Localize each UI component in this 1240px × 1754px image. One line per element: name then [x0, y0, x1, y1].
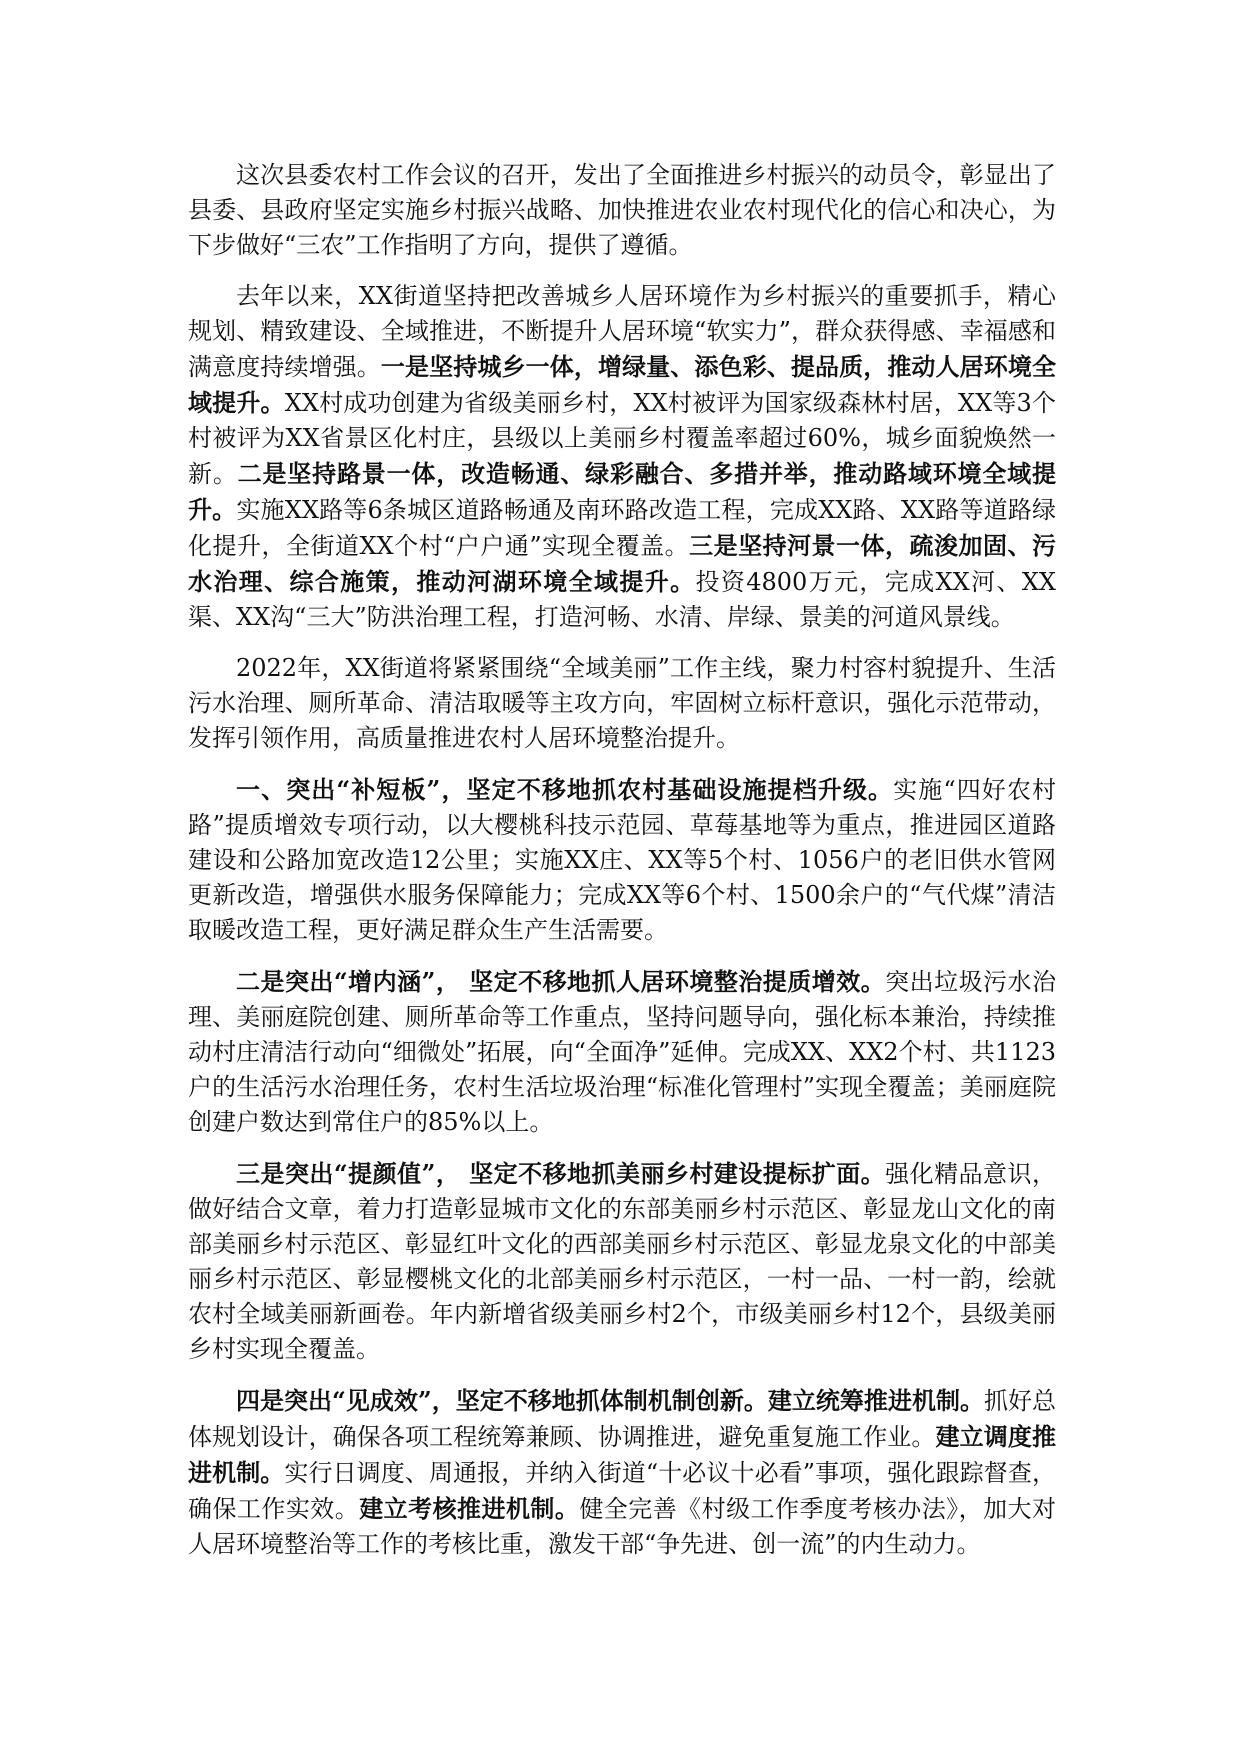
- paragraph-point-three: [188, 1156, 1056, 1367]
- text-segment: 去年以来，XX街道坚持把改善城乡人居环境作为乡村振兴的重要抓手，精心规划、精致建设、全域推进，不断提升人居环境“软实力”，群众获得感、幸福感和满意度持续增强。: [188, 282, 1056, 381]
- paragraph-point-four: [188, 1383, 1056, 1562]
- bold-heading-segment: 二是突出“增内涵”， 坚定不移地抓人居环境整治提质增效。: [236, 967, 886, 996]
- paragraph-last-year: [188, 279, 1056, 635]
- text-segment: 实施XX路等6条城区道路畅通及南环路改造工程，完成XX路、XX路等道路绿化提升，全街道XX个村“户户通”实现全覆盖。: [188, 496, 1056, 560]
- paragraph-point-one: [188, 772, 1056, 948]
- bold-heading-segment: 三是坚持河景一体，疏浚加固、污水治理、综合施策，推动河湖环境全域提升。: [188, 531, 1057, 596]
- paragraph-2022-plan: [188, 651, 1056, 756]
- bold-heading-segment: 三是突出“提颜值”， 坚定不移地抓美丽乡村建设提标扩面。: [236, 1159, 886, 1188]
- text-segment: 实行日调度、周通报，并纳入街道“十必议十必看”事项，强化跟踪督查，确保工作实效。: [188, 1459, 1056, 1523]
- text-segment: 健全完善《村级工作季度考核办法》，加大对人居环境整治等工作的考核比重，激发干部“争先进、创一流”的内生动力。: [188, 1495, 1057, 1558]
- bold-heading-segment: 建立调度推进机制。: [188, 1422, 1057, 1487]
- bold-heading-segment: 一、突出“补短板”，坚定不移地抓农村基础设施提档升级。: [236, 775, 894, 804]
- bold-heading-segment: 建立考核推进机制。: [359, 1494, 580, 1523]
- bold-heading-segment: 二是坚持路景一体，改造畅通、绿彩融合、多措并举，推动路域环境全域提升。: [188, 459, 1057, 524]
- document-body: [188, 158, 1056, 1578]
- paragraph-intro: [188, 158, 1056, 263]
- text-segment: 强化精品意识，做好结合文章，着力打造彰显城市文化的东部美丽乡村示范区、彰显龙山文化的南部美丽乡村示范区、彰显红叶文化的西部美丽乡村示范区、彰显龙泉文化的中部美丽乡村示范区、彰显樱桃文化的北部美丽乡村示范区，一村一品、一村一韵，绘就农村全域美丽新画卷。年内新增省级美丽乡村2个，市级美丽乡村12个，县级美丽乡村实现全覆盖。: [188, 1160, 1057, 1363]
- text-segment: 投资4800万元，完成XX河、XX渠、XX沟“三大”防洪治理工程，打造河畅、水清、岸绿、景美的河道风景线。: [188, 568, 1056, 631]
- text-segment: 这次县委农村工作会议的召开，发出了全面推进乡村振兴的动员令，彰显出了县委、县政府坚定实施乡村振兴战略、加快推进农业农村现代化的信心和决心，为下步做好“三农”工作指明了方向，提供了遵循。: [188, 161, 1056, 259]
- text-segment: 实施“四好农村路”提质增效专项行动，以大樱桃科技示范园、草莓基地等为重点，推进园区道路建设和公路加宽改造12公里；实施XX庄、XX等5个村、1056户的老旧供水管网更新改造，增强供水服务保障能力；完成XX等6个村、1500余户的“气代煤”清洁取暖改造工程，更好满足群众生产生活需要。: [188, 776, 1056, 944]
- text-segment: XX村成功创建为省级美丽乡村，XX村被评为国家级森林村居，XX等3个村被评为XX省景区化村庄，县级以上美丽乡村覆盖率超过60%，城乡面貌焕然一新。: [188, 389, 1056, 488]
- text-segment: 抓好总体规划设计，确保各项工程统筹兼顾、协调推进，避免重复施工作业。: [188, 1387, 1057, 1451]
- bold-heading-segment: 一是坚持城乡一体，增绿量、添色彩、提品质，推动人居环境全域提升。: [188, 352, 1057, 417]
- text-segment: 突出垃圾污水治理、美丽庭院创建、厕所革命等工作重点，坚持问题导向，强化标本兼治，持续推动村庄清洁行动向“细微处”拓展，向“全面净”延伸。完成XX、XX2个村、共1123户的生活污水治理任务，农村生活垃圾治理“标准化管理村”实现全覆盖；美丽庭院创建户数达到常住户的85%以上。: [188, 968, 1057, 1136]
- text-segment: 2022年，XX街道将紧紧围绕“全域美丽”工作主线，聚力村容村貌提升、生活污水治理、厕所革命、清洁取暖等主攻方向，牢固树立标杆意识，强化示范带动，发挥引领作用，高质量推进农村人居环境整治提升。: [188, 654, 1056, 752]
- bold-heading-segment: 四是突出“见成效”，坚定不移地抓体制机制创新。建立统筹推进机制。: [236, 1386, 984, 1415]
- paragraph-point-two: [188, 964, 1056, 1140]
